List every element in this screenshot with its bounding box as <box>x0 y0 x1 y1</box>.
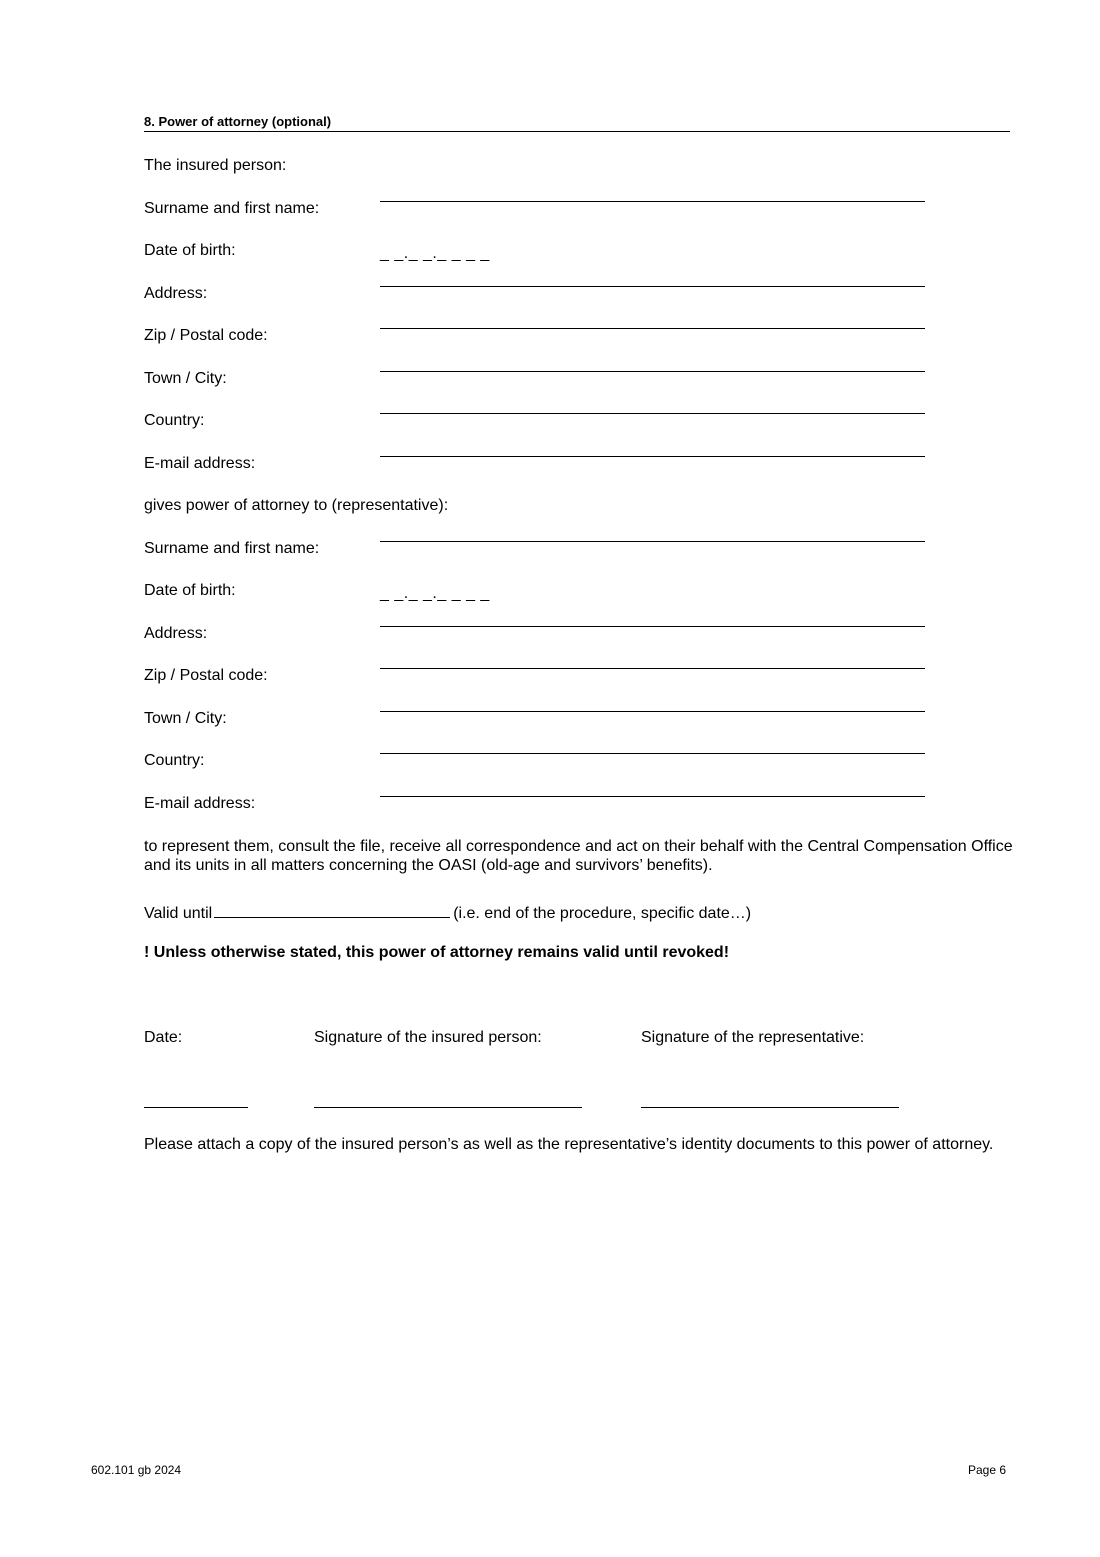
rep-country-label: Country: <box>144 752 205 769</box>
page-number: Page 6 <box>968 1463 1007 1477</box>
rep-address-field[interactable] <box>380 626 925 627</box>
date-signature-line[interactable] <box>144 1107 248 1108</box>
insured-zip-label: Zip / Postal code: <box>144 327 268 344</box>
insured-signature-label: Signature of the insured person: <box>314 1029 542 1046</box>
insured-signature-line[interactable] <box>314 1107 582 1108</box>
rep-dob-field[interactable]: _ _._ _._ _ _ _ <box>380 585 490 602</box>
rep-name-label: Surname and first name: <box>144 540 320 557</box>
insured-country-field[interactable] <box>380 413 925 414</box>
rep-zip-field[interactable] <box>380 668 925 669</box>
date-label: Date: <box>144 1029 183 1046</box>
insured-address-field[interactable] <box>380 286 925 287</box>
insured-town-label: Town / City: <box>144 370 227 387</box>
rep-address-label: Address: <box>144 625 208 642</box>
insured-name-label: Surname and first name: <box>144 200 320 217</box>
valid-until-suffix: (i.e. end of the procedure, specific date…) <box>453 905 752 922</box>
rep-name-field[interactable] <box>380 541 925 542</box>
rep-town-label: Town / City: <box>144 710 227 727</box>
rep-email-label: E-mail address: <box>144 795 256 812</box>
rep-town-field[interactable] <box>380 711 925 712</box>
insured-name-field[interactable] <box>380 201 925 202</box>
representative-heading: gives power of attorney to (representative): <box>144 497 449 514</box>
mandate-text: to represent them, consult the file, receive all correspondence and act on their behalf with the Central Compensation Office and its units in all matters concerning the OASI (old-age and survivors’ benefits). <box>144 838 1013 874</box>
insured-email-label: E-mail address: <box>144 455 256 472</box>
insured-email-field[interactable] <box>380 456 925 457</box>
rep-zip-label: Zip / Postal code: <box>144 667 268 684</box>
insured-town-field[interactable] <box>380 371 925 372</box>
insured-country-label: Country: <box>144 412 205 429</box>
insured-dob-field[interactable]: _ _._ _._ _ _ _ <box>380 245 490 262</box>
insured-zip-field[interactable] <box>380 328 925 329</box>
insured-heading: The insured person: <box>144 157 287 174</box>
validity-warning: ! Unless otherwise stated, this power of attorney remains valid until revoked! <box>144 944 730 961</box>
representative-signature-label: Signature of the representative: <box>641 1029 865 1046</box>
section-title: 8. Power of attorney (optional) <box>144 114 1010 132</box>
insured-dob-label: Date of birth: <box>144 242 236 259</box>
valid-until-field[interactable] <box>214 902 450 918</box>
representative-signature-line[interactable] <box>641 1107 899 1108</box>
document-code: 602.101 gb 2024 <box>91 1463 182 1477</box>
rep-dob-label: Date of birth: <box>144 582 236 599</box>
attachment-note: Please attach a copy of the insured person’s as well as the representative’s identity documents to this power of attorney. <box>144 1136 994 1153</box>
valid-until-prefix: Valid until <box>144 905 213 922</box>
valid-until-row <box>144 902 751 923</box>
rep-email-field[interactable] <box>380 796 925 797</box>
rep-country-field[interactable] <box>380 753 925 754</box>
insured-address-label: Address: <box>144 285 208 302</box>
